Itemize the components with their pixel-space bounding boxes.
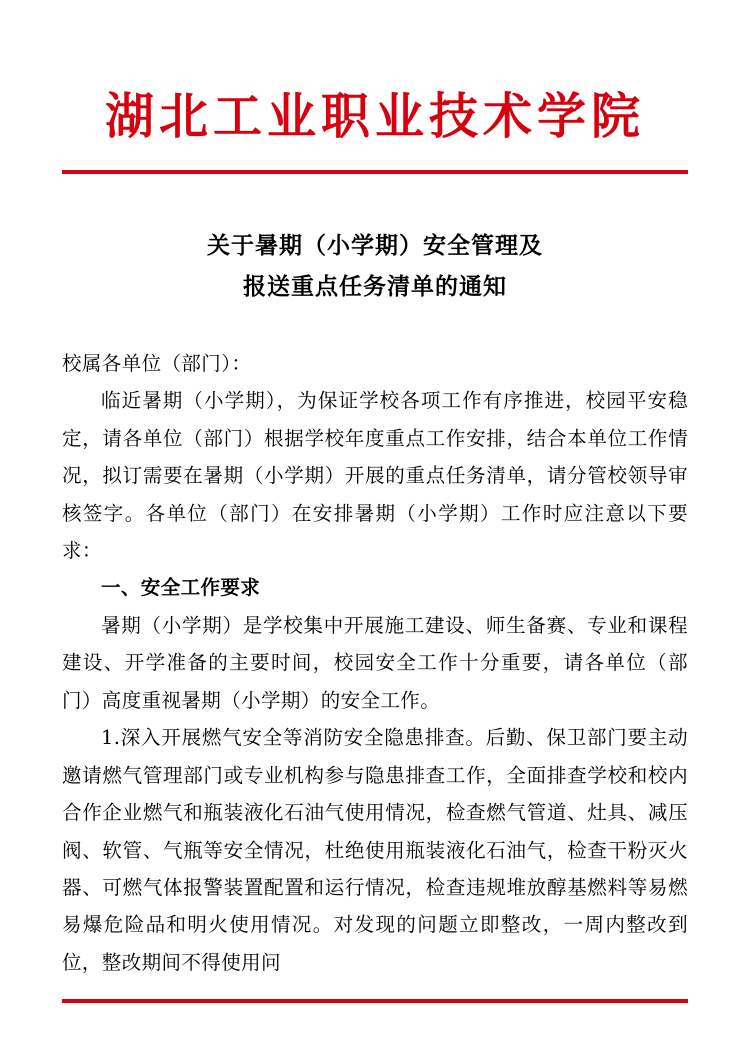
document-body (62, 345, 688, 981)
section-paragraph-1: 暑期（小学期）是学校集中开展施工建设、师生备赛、专业和课程建设、开学准备的主要时间，校园安全工作十分重要，请各单位（部门）高度重视暑期（小学期）的安全工作。 (62, 613, 688, 712)
salutation: 校属各单位（部门）： (62, 351, 252, 375)
intro-paragraph: 临近暑期（小学期），为保证学校各项工作有序推进，校园平安稳定，请各单位（部门）根据学校年度重点工作安排，结合本单位工作情况，拟订需要在暑期（小学期）开展的重点任务清单，请分管校领导审核签字。各单位（部门）在安排暑期（小学期）工作时应注意以下要求： (62, 389, 688, 563)
masthead-divider (62, 170, 688, 174)
masthead (62, 0, 688, 174)
document-title-line-1: 关于暑期（小学期）安全管理及 (207, 232, 543, 260)
footer-divider (62, 999, 688, 1003)
section-heading-safety-requirements: 一、安全工作要求 (101, 576, 261, 600)
document-title-line-2: 报送重点任务清单的通知 (243, 272, 507, 300)
document-title (62, 226, 688, 307)
section-paragraph-2: 1.深入开展燃气安全等消防安全隐患排查。后勤、保卫部门要主动邀请燃气管理部门或专业机构参与隐患排查工作，全面排查学校和校内合作企业燃气和瓶装液化石油气使用情况，检查燃气管道、灶具、减压阀、软管、气瓶等安全情况，杜绝使用瓶装液化石油气，检查干粉灭火器、可燃气体报警装置配置和运行情况，检查违规堆放醇基燃料等易燃易爆危险品和明火使用情况。对发现的问题立即整改，一周内整改到位，整改期间不得使用问 (62, 726, 688, 974)
institution-title: 湖北工业职业技术学院 (104, 87, 645, 145)
